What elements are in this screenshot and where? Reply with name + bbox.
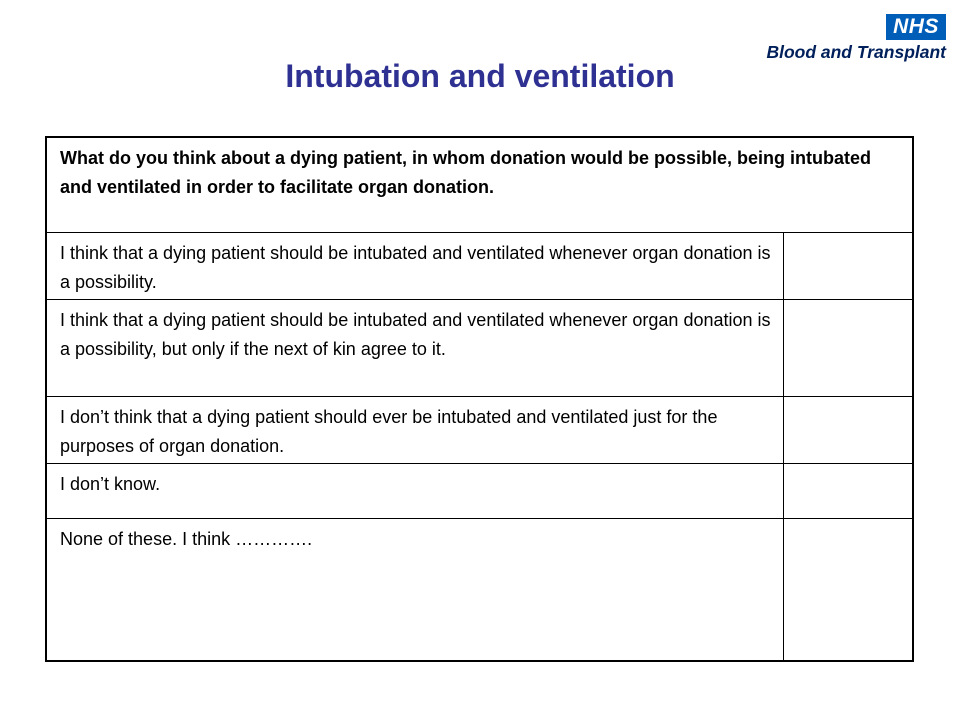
option-row: [46, 396, 913, 463]
option-text: None of these. I think ………….: [46, 518, 783, 661]
survey-table: [45, 136, 914, 662]
option-row: [46, 463, 913, 518]
answer-cell[interactable]: [783, 463, 913, 518]
option-row: [46, 299, 913, 396]
answer-cell[interactable]: [783, 299, 913, 396]
slide-title: Intubation and ventilation: [285, 58, 675, 94]
answer-cell[interactable]: [783, 518, 913, 661]
logo-subtitle: Blood and Transplant: [766, 42, 946, 62]
answer-cell[interactable]: [783, 232, 913, 299]
option-text: I think that a dying patient should be intubated and ventilated whenever organ donation is a possibility, but only if the next of kin agree to it.: [46, 299, 783, 396]
option-row: [46, 518, 913, 661]
option-row: [46, 232, 913, 299]
question-row: [46, 137, 913, 232]
option-text: I don’t know.: [46, 463, 783, 518]
option-text: I don’t think that a dying patient should ever be intubated and ventilated just for the purposes of organ donation.: [46, 396, 783, 463]
nhs-badge: NHS: [886, 14, 946, 40]
option-text: I think that a dying patient should be intubated and ventilated whenever organ donation is a possibility.: [46, 232, 783, 299]
answer-cell[interactable]: [783, 396, 913, 463]
question-text: What do you think about a dying patient, in whom donation would be possible, being intubated and ventilated in order to facilitate organ donation.: [46, 137, 913, 232]
